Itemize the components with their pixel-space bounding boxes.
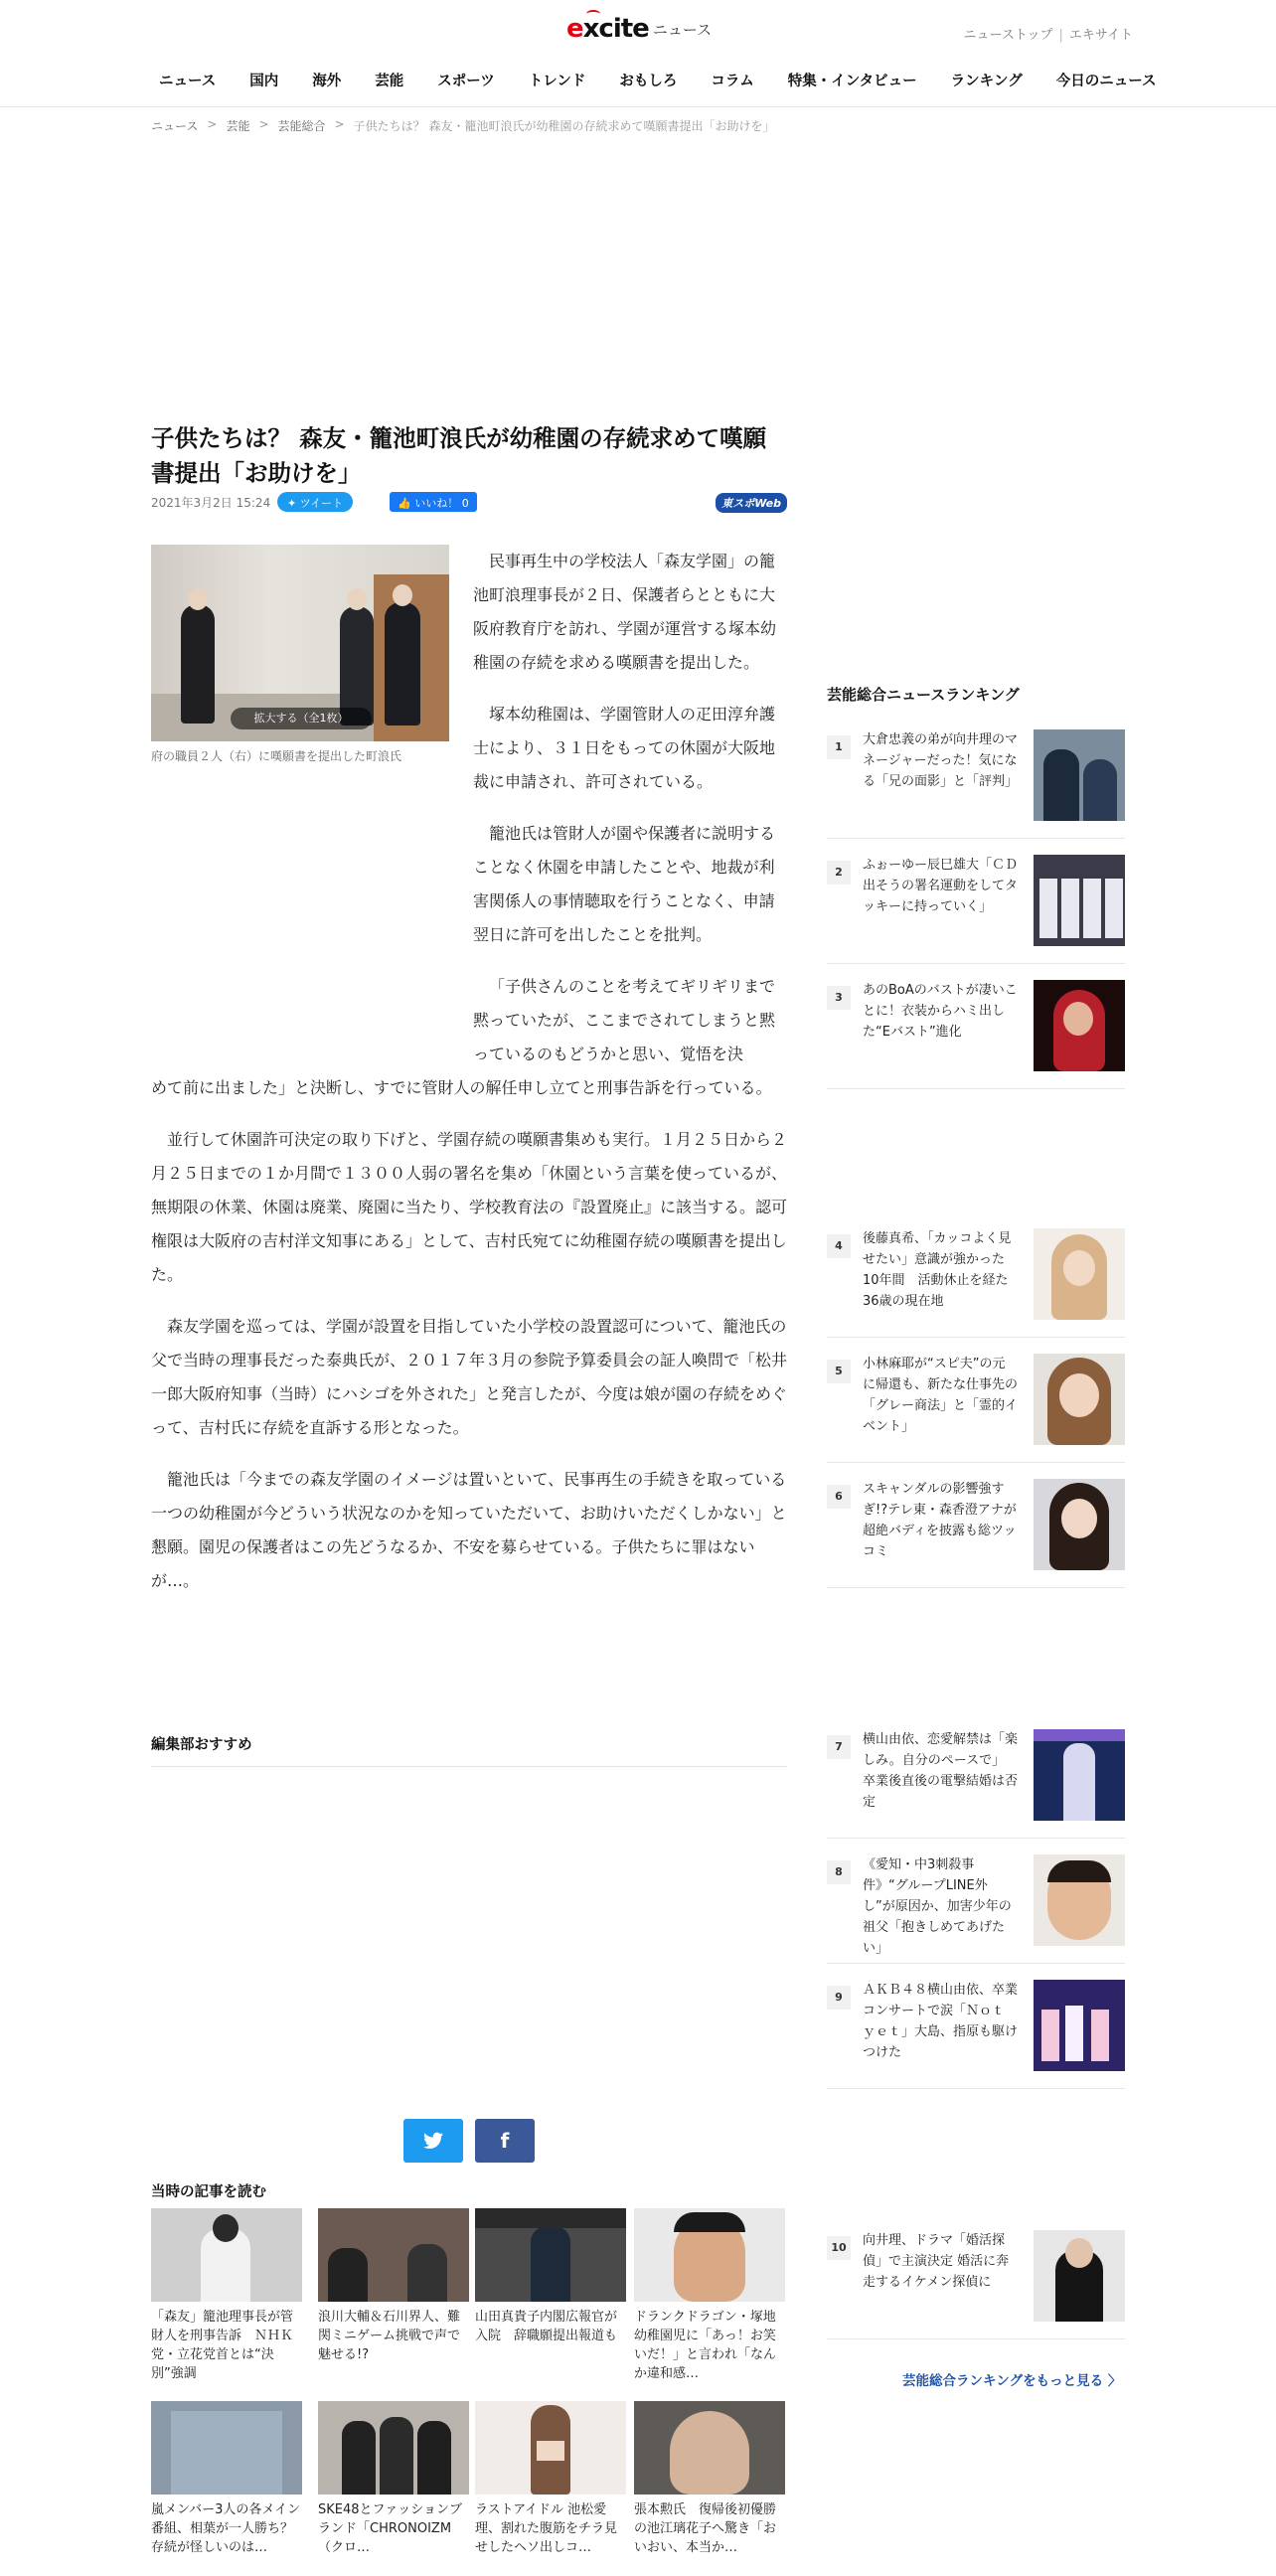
article-title: 子供たちは？ 森友・籠池町浪氏が幼稚園の存続求めて嘆願書提出「お助けを」 [151,424,767,487]
breadcrumb-current: 子供たちは？ 森友・籠池町浪氏が幼稚園の存続求めて嘆願書提出「お助けを」 [353,119,775,133]
ranking-item[interactable]: 1 大倉忠義の弟が向井理のマネージャーだった！気になる「兄の面影」と「評判」 [827,729,1125,839]
related-item[interactable]: SKE48とファッションブランド「CHRONOIZM（クロ… [318,2401,469,2576]
related-item[interactable]: 山田真貴子内閣広報官が入院 辞職願提出報道も [475,2208,626,2383]
breadcrumb: ニュース > 芸能 > 芸能総合 > 子供たちは？ 森友・籠池町浪氏が幼稚園の存続求めて嘆願書提出「お助けを」 [151,117,775,133]
twitter-icon [423,2132,443,2150]
nav-entertainment[interactable]: 芸能 [375,74,404,89]
link-news-top[interactable]: ニューストップ [963,28,1053,43]
source-logo[interactable]: 東スポWeb [716,493,787,513]
article-body [151,545,787,1616]
nav-world[interactable]: 海外 [312,74,342,89]
nav-news[interactable]: ニュース [159,74,217,89]
related-item[interactable]: ドランクドラゴン・塚地 幼稚園児に「あっ！お笑いだ！」と言われ「なんか違和感… [634,2208,785,2383]
related-item[interactable]: 張本勲氏 復帰後初優勝の池江璃花子へ驚き「おいおい、本当か… [634,2401,785,2576]
ranking-item[interactable]: 10 向井理、ドラマ「婚活探偵」で主演決定 婚活に奔走するイケメン探偵に [827,2230,1125,2339]
facebook-icon: f [500,2129,510,2153]
nav-domestic[interactable]: 国内 [249,74,279,89]
ranking-item[interactable]: 6 スキャンダルの影響強すぎ!?テレ東・森香澄アナが超絶バディを披露も総ツッコミ [827,1479,1125,1588]
breadcrumb-entertainment-general[interactable]: 芸能総合 [277,119,326,133]
photo-caption: 府の職員２人（右）に嘆願書を提出した町浪氏 [151,749,402,763]
top-links: ニューストップ | エキサイト [963,28,1133,43]
nav-column[interactable]: コラム [711,74,754,89]
global-nav [143,70,1173,90]
ranking-heading: 芸能総合ニュースランキング [827,686,1020,704]
chevron-right-icon: 〉 [1107,2373,1122,2389]
ranking-item[interactable]: 2 ふぉーゆー辰巳雄大「ＣＤ出そうの署名運動をしてタッキーに持っていく」 [827,855,1125,964]
nav-today[interactable]: 今日のニュース [1055,74,1157,89]
related-item[interactable]: 「森友」籠池理事長が管財人を刑事告訴 ＮＨＫ党・立花党首とは“決別”強調 [151,2208,302,2383]
paragraph: 塚本幼稚園は、学園管財人の疋田淳弁護士により、３１日をもっての休園が大阪地裁に申請され、許可されている。 [473,705,776,791]
editor-recommend-heading: 編集部おすすめ [151,1733,787,1767]
paragraph: 民事再生中の学校法人「森友学園」の籠池町浪理事長が２日、保護者らとともに大阪府教育庁を訪れ、学園が運営する塚本幼稚園の存続を求める嘆願書を提出した。 [473,552,776,672]
nav-trend[interactable]: トレンド [528,74,586,89]
paragraph: 籠池氏は管財人が園や保護者に説明することなく休園を申請したことや、地裁が利害関係人の事情聴取を行うことなく、申請翌日に許可を出したことを批判。 [473,824,776,944]
breadcrumb-entertainment[interactable]: 芸能 [226,119,250,133]
logo-spark-icon [586,10,600,18]
article-date: 2021年3月2日 15:24 [151,496,271,510]
like-button[interactable]: 👍 いいね！ 0 [390,492,477,512]
ranking-item[interactable]: 3 あのBoAのバストが凄いことに！衣装からハミ出した“Eバスト”進化 [827,980,1125,1089]
ranking-item[interactable]: 8 《愛知・中3刺殺事件》“グループLINE外し”が原因か、加害少年の祖父「抱きしめてあげたい」 [827,1854,1125,1964]
nav-feature[interactable]: 特集・インタビュー [787,74,917,89]
ranking-item[interactable]: 4 後藤真希、「カッコよく見せたい」意識が強かった10年間 活動休止を経た36歳の現在地 [827,1228,1125,1338]
ranking-item[interactable]: 5 小林麻耶が“スピ夫”の元に帰還も、新たな仕事先の「グレー商法」と「霊的イベント」 [827,1354,1125,1463]
article-meta [151,491,787,513]
link-excite[interactable]: エキサイト [1068,28,1133,43]
nav-ranking[interactable]: ランキング [950,74,1023,89]
related-item[interactable]: ラストアイドル 池松愛理、割れた腹筋をチラ見せしたヘソ出しコ… [475,2401,626,2576]
breadcrumb-news[interactable]: ニュース [151,119,199,133]
paragraph: 森友学園を巡っては、学園が設置を目指していた小学校の設置認可について、籠池氏の父で当時の理事長だった泰典氏が、２０１７年３月の参院予算委員会の証人喚問で「松井一郎大阪府知事（当時）にハシゴを外された」と発言したが、今度は娘が園の存続をめぐって、吉村氏に存続を直訴する形となった。 [151,1317,788,1437]
paragraph: 並行して休園許可決定の取り下げと、学園存続の嘆願書集めも実行。１月２５日から２月２５日までの１か月間で１３００人弱の署名を集め「休園という言葉を使っているが、無期限の休業、休園は廃業、廃園に当たり、学校教育法の『設置廃止』に該当する。認可権限は大阪府の吉村洋文知事にある」として、吉村氏宛てに幼稚園存続の嘆願書を提出した。 [151,1130,788,1284]
share-facebook-button[interactable] [475,2119,535,2163]
excite-logo[interactable]: excite ニュース [566,14,712,44]
tweet-button[interactable]: ✦ ツイート [277,492,353,512]
related-heading: 当時の記事を読む [151,2184,266,2200]
article [151,421,788,1590]
share-twitter-button[interactable] [403,2119,463,2163]
nav-funny[interactable]: おもしろ [619,74,678,89]
related-item[interactable]: 嵐メンバー3人の各メイン番組、相葉が一人勝ち？ 存続が怪しいのは… [151,2401,302,2576]
site-header [0,0,1276,107]
ranking-item[interactable]: 9 ＡＫＢ４８横山由依、卒業コンサートで涙「Ｎｏｔ ｙｅｔ」大島、指原も駆けつけた [827,1980,1125,2089]
ranking-more-link[interactable]: 芸能総合ランキングをもっと見る 〉 [902,2373,1122,2389]
logo-subtitle: ニュース [652,21,713,39]
nav-sports[interactable]: スポーツ [437,74,495,89]
related-item[interactable]: 浪川大輔＆石川界人、難関ミニゲーム挑戦で声で魅せる!? [318,2208,469,2383]
enlarge-button[interactable]: 拡大する（全1枚） [231,708,372,729]
paragraph: 籠池氏は「今までの森友学園のイメージは置いといて、民事再生の手続きを取っている一つの幼稚園が今どういう状況なのかを知っていただいて、お助けいただくしかない」と懇願。園児の保護者はこの先どうなるか、不安を募らせている。子供たちに罪はないが…。 [151,1470,787,1590]
paragraph: 「子供さんのことを考えてギリギリまで黙っていたが、ここまでされてしまうと黙っているのもどうかと思い、覚悟を決 めて前に出ました」と決断し、すでに管財人の解任申し立てと刑事告訴を行っている。 [151,977,776,1097]
ranking-item[interactable]: 7 横山由依、恋愛解禁は「楽しみ。自分のペースで」卒業後直後の電撃結婚は否定 [827,1729,1125,1839]
